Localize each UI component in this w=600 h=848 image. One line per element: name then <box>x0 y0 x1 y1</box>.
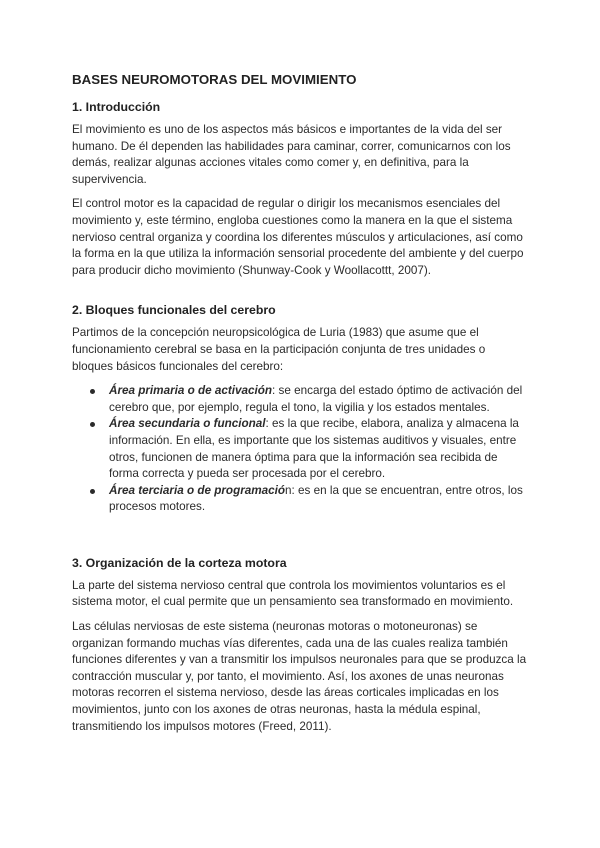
paragraph: Partimos de la concepción neuropsicológica de Luria (1983) que asume que el funcionamiento cerebral se basa en la participación conjunta de tres unidades o bloques básicos funcionales del cerebro: <box>72 326 486 373</box>
document-content <box>72 72 528 743</box>
bullet-list <box>72 383 528 516</box>
section-heading-bloques: 2. Bloques funcionales del cerebro <box>72 303 276 318</box>
section-heading-introduccion: 1. Introducción <box>72 100 161 114</box>
bullet-term: Área terciaria o de programació <box>109 483 286 497</box>
document-title: BASES NEUROMOTORAS DEL MOVIMIENTO <box>72 72 357 87</box>
bullet-term: Área primaria o de activación <box>109 384 273 398</box>
bullet-text: n: es en la que se encuentran, entre otros, los procesos motores. <box>109 483 523 514</box>
paragraph: El control motor es la capacidad de regular o dirigir los mecanismos esenciales del movimiento y, este término, engloba cuestiones como la manera en la que el sistema nervioso central organiza y coordina los diferentes músculos y articulaciones, así como la forma en la que utiliza la información sensorial procedente del ambiente y del cuerpo para producir dicho movimiento (Shunway-Cook y Woollacottt, 2007). <box>72 197 524 277</box>
bullet-term: Área secundaria o funcional <box>109 417 266 431</box>
list-item <box>72 383 528 416</box>
bullet-text: : se encarga del estado óptimo de activación del cerebro que, por ejemplo, regula el tono, la vigilia y los estados mentales. <box>109 384 523 414</box>
paragraph: La parte del sistema nervioso central que controla los movimientos voluntarios es el sistema motor, el cual permite que un pensamiento sea transformado en movimiento. <box>72 578 514 609</box>
list-item <box>72 416 528 482</box>
paragraph: El movimiento es uno de los aspectos más básicos e importantes de la vida del ser humano. De él dependen las habilidades para caminar, correr, comunicarnos con los demás, realizar algunas acciones vitales como comer y, en definitiva, para la supervivencia. <box>72 123 511 186</box>
paragraph: Las células nerviosas de este sistema (neuronas motoras o motoneuronas) se organizan formando muchas vías diferentes, cada una de las cuales realiza también funciones diferentes y van a transmitir los impulsos neuronales para que se produzca la contracción muscular y, por tanto, el movimiento. Así, los axones de unas neuronas motoras recorren el sistema nervioso, desde las áreas corticales implicadas en los movimientos, junto con los axones de otras neuronas, hasta la médula espinal, transmitiendo los impulsos motores (Freed, 2011). <box>72 620 527 733</box>
bullet-text: : es la que recibe, elabora, analiza y almacena la información. En ella, es importante que los sistemas auditivos y visuales, entre otros, funcionen de manera óptima para que la información sea recibida de forma correcta y pueda ser procesada por el cerebro. <box>109 417 519 481</box>
section-heading-corteza: 3. Organización de la corteza motora <box>72 555 287 570</box>
list-item <box>72 483 528 516</box>
